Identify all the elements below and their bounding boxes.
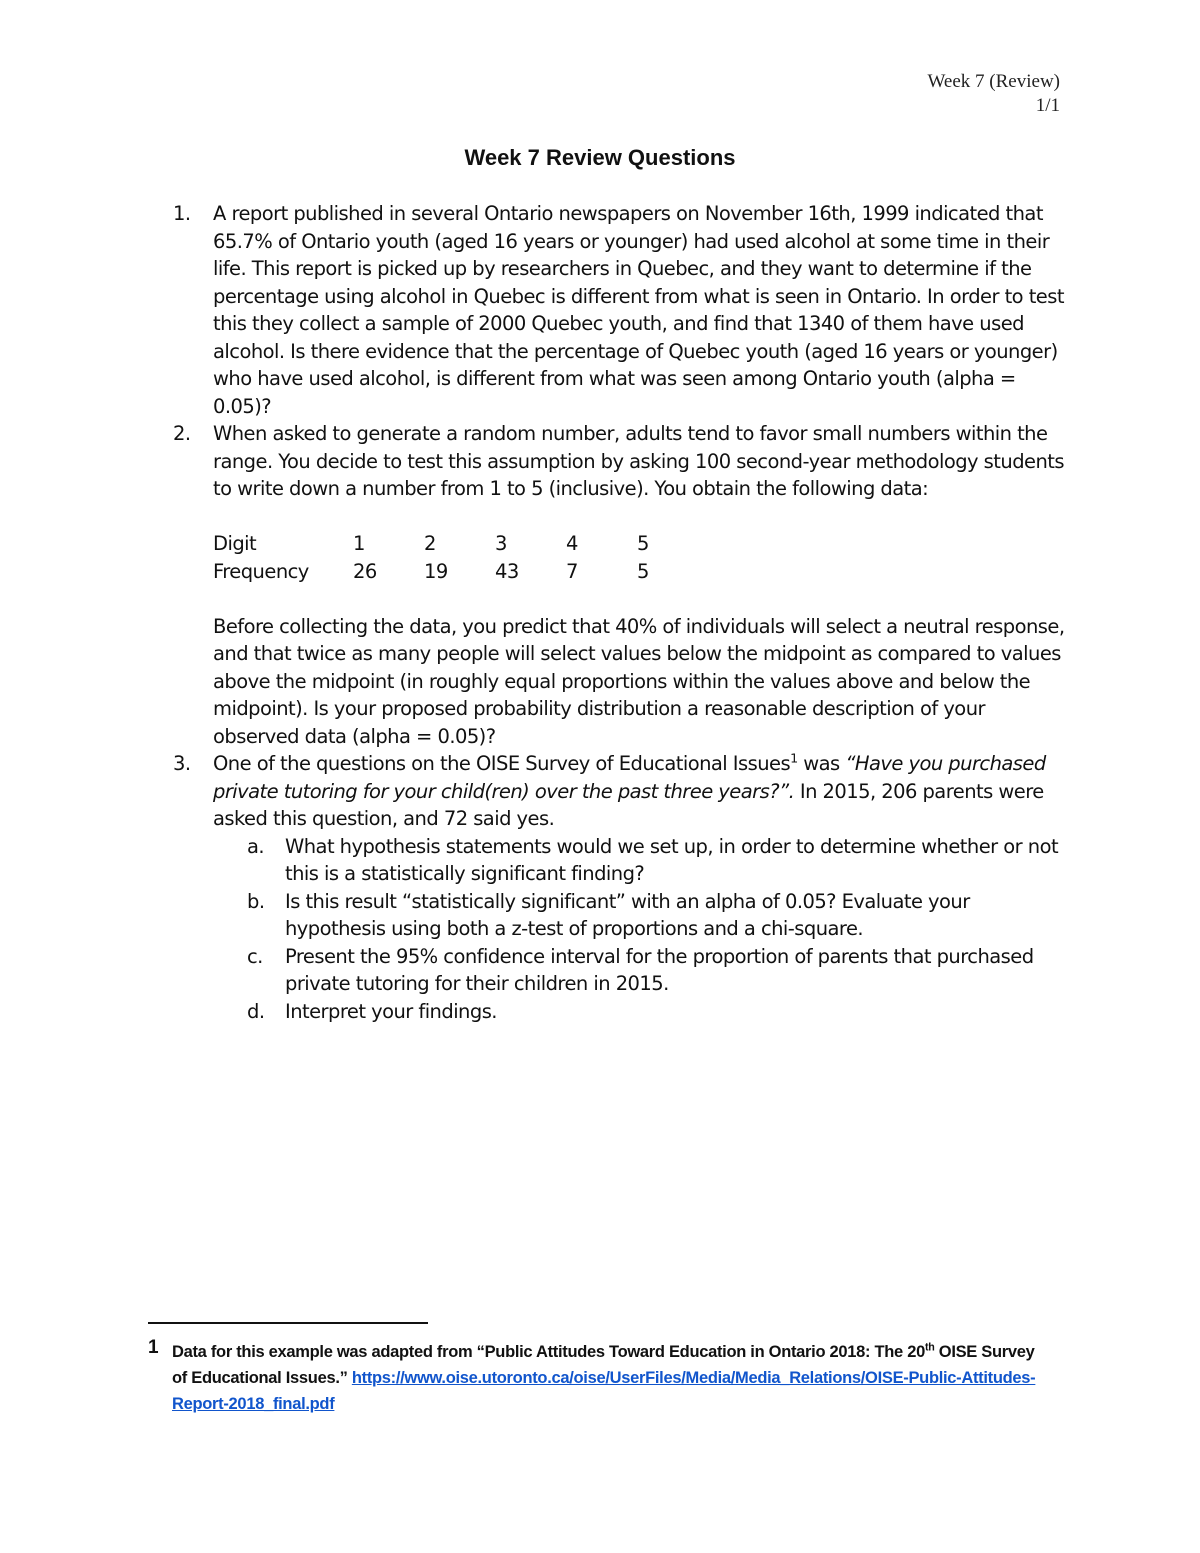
subquestion-letter: a.	[247, 834, 265, 858]
table-cell: 2	[424, 532, 436, 555]
footnote-text-mid: OISE Survey of Educational Issues.”	[172, 1343, 1035, 1387]
footnote-superscript: th	[924, 1341, 935, 1354]
header-page-number: 1/1	[1035, 95, 1060, 116]
subquestion-text: What hypothesis statements would we set up, in order to determine whether or not this is a statistically significant finding?	[285, 834, 1059, 885]
survey-question-quote: “Have you purchased private tutoring for your child(ren) over the past three years?”.	[213, 752, 1046, 803]
question-number: 1.	[173, 202, 191, 225]
footnote-separator	[148, 1322, 428, 1324]
table-cell: 5	[637, 532, 649, 555]
footnote-mark: 1	[148, 1337, 159, 1358]
question-text-was: was	[797, 752, 846, 775]
questions-list	[173, 200, 1073, 1025]
question-text-start: One of the questions on the OISE Survey of Educational Issues	[213, 752, 791, 775]
question-text-end: In 2015, 206 parents were asked this question, and 72 said yes.	[213, 779, 1044, 830]
question-number: 2.	[173, 422, 191, 445]
table-cell: 4	[566, 532, 578, 555]
header-week-label: Week 7 (Review)	[927, 71, 1060, 92]
footnote-text: Data for this example was adapted from “Public Attitudes Toward Education in Ontario 2018: The 20	[172, 1343, 925, 1361]
question-1	[173, 200, 1073, 420]
question-text: When asked to generate a random number, adults tend to favor small numbers within the range. You decide to test this assumption by asking 100 second-year methodology students to write down a number from 1 to 5 (inclusive). You obtain the following data:	[213, 422, 1064, 500]
document-title: Week 7 Review Questions	[464, 145, 736, 170]
table-row-digit	[213, 530, 1073, 558]
subquestion-a	[247, 833, 1073, 888]
subquestion-c	[247, 943, 1073, 998]
question-2	[173, 420, 1073, 750]
subquestion-text: Is this result “statistically significant” with an alpha of 0.05? Evaluate your hypothesis using both a z-test of proportions and a chi-square.	[285, 889, 970, 940]
table-cell: 7	[566, 559, 578, 583]
subquestion-b	[247, 888, 1073, 943]
subquestion-text: Interpret your findings.	[285, 999, 497, 1023]
question-text	[213, 750, 1073, 833]
footnote-link[interactable]: https://www.oise.utoronto.ca/oise/UserFiles/Media/Media_Relations/OISE-Public-Attitudes-Report-2018_final.pdf	[172, 1369, 1036, 1413]
subquestion-d	[247, 998, 1073, 1026]
row-label: Frequency	[213, 559, 309, 583]
table-row-frequency	[213, 558, 1073, 586]
footnote-body	[148, 1339, 1038, 1417]
table-cell: 3	[495, 532, 507, 555]
table-cell: 19	[424, 559, 448, 583]
question-followup-text: Before collecting the data, you predict that 40% of individuals will select a neutral response, and that twice as many people will select values below the midpoint as compared to values above the midpoint (in roughly equal proportions within the values above and below the midpoint). Is your proposed probability distribution a reasonable description of your observed data (alpha = 0.05)?	[213, 614, 1065, 748]
page-header	[928, 70, 1060, 118]
table-cell: 26	[353, 559, 377, 583]
frequency-table	[213, 530, 1073, 585]
row-label: Digit	[213, 532, 257, 555]
subquestion-list	[213, 833, 1073, 1026]
question-text: A report published in several Ontario newspapers on November 16th, 1999 indicated that 65.7% of Ontario youth (aged 16 years or younger) had used alcohol at some time in their life. This report is picked up by researchers in Quebec, and they want to determine if the percentage using alcohol in Quebec is different from what is seen in Ontario. In order to test this they collect a sample of 2000 Quebec youth, and find that 1340 of them have used alcohol. Is there evidence that the percentage of Quebec youth (aged 16 years or younger) who have used alcohol, is different from what was seen among Ontario youth (alpha = 0.05)?	[213, 202, 1064, 418]
subquestion-text: Present the 95% confidence interval for the proportion of parents that purchased private tutoring for their children in 2015.	[285, 944, 1034, 995]
question-number: 3.	[173, 752, 191, 775]
table-cell: 1	[353, 532, 365, 555]
subquestion-letter: c.	[247, 944, 263, 968]
question-3	[173, 750, 1073, 1025]
table-cell: 43	[495, 559, 519, 583]
table-cell: 5	[637, 559, 649, 583]
footnote	[148, 1339, 1038, 1417]
subquestion-letter: b.	[247, 889, 265, 913]
subquestion-letter: d.	[247, 999, 265, 1023]
footnote-reference[interactable]: 1	[790, 750, 798, 766]
